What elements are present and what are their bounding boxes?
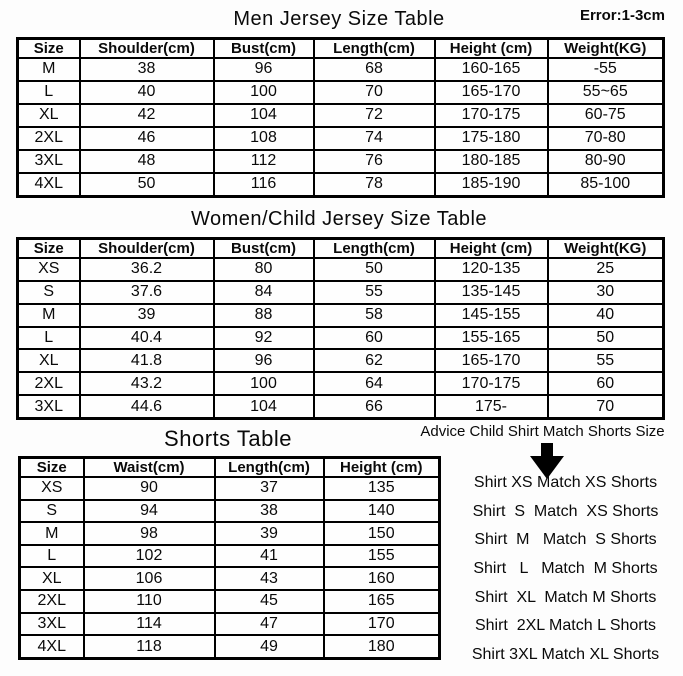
table-cell: 92: [214, 327, 314, 350]
table-cell: 114: [84, 613, 215, 636]
table-cell: 37: [215, 477, 324, 500]
table-cell: 40: [548, 304, 664, 327]
table-cell: 104: [214, 395, 314, 418]
table-row: [18, 281, 664, 304]
column-header: Shoulder(cm): [80, 239, 214, 259]
table-cell: 2XL: [18, 127, 80, 150]
table-row: [20, 500, 440, 523]
match-line: Shirt 3XL Match XL Shorts: [471, 646, 660, 664]
table-row: [18, 173, 664, 197]
table-cell: L: [18, 81, 80, 104]
table-cell: 42: [80, 104, 214, 127]
column-header: Bust(cm): [214, 239, 314, 259]
table-cell: S: [18, 281, 80, 304]
match-line: Shirt M Match S Shorts: [474, 531, 657, 549]
table-cell: 68: [314, 58, 435, 81]
table-cell: 55: [314, 281, 435, 304]
column-header: Length(cm): [215, 458, 324, 478]
table-cell: 66: [314, 395, 435, 418]
column-header: Length(cm): [314, 239, 435, 259]
table-cell: 104: [214, 104, 314, 127]
table-cell: 39: [215, 522, 324, 545]
table-row: [20, 613, 440, 636]
table-cell: 49: [215, 635, 324, 658]
table-cell: XL: [18, 349, 80, 372]
column-header: Height (cm): [324, 458, 440, 478]
table-row: [18, 372, 664, 395]
table-row: [20, 590, 440, 613]
table-cell: 70-80: [548, 127, 664, 150]
table-cell: 140: [324, 500, 440, 523]
table-row: [18, 349, 664, 372]
table-cell: 55: [548, 349, 664, 372]
table-cell: XL: [18, 104, 80, 127]
table-cell: 60: [548, 372, 664, 395]
table-row: [18, 104, 664, 127]
match-advice-list: [448, 469, 683, 670]
table-cell: 2XL: [18, 372, 80, 395]
table-cell: 40.4: [80, 327, 214, 350]
women-child-jersey-size-table: [16, 237, 665, 420]
table-cell: 180-185: [435, 150, 548, 173]
column-header: Weight(KG): [548, 39, 664, 59]
table-cell: 76: [314, 150, 435, 173]
table-cell: 96: [214, 349, 314, 372]
table-cell: 98: [84, 522, 215, 545]
table-cell: 180: [324, 635, 440, 658]
table-cell: 170-175: [435, 372, 548, 395]
table-row: [20, 522, 440, 545]
table-cell: 112: [214, 150, 314, 173]
table-cell: 41.8: [80, 349, 214, 372]
women-table-header-row: [18, 239, 664, 259]
table-cell: 60-75: [548, 104, 664, 127]
table-cell: 165-170: [435, 81, 548, 104]
table-cell: 58: [314, 304, 435, 327]
table-cell: 135-145: [435, 281, 548, 304]
table-cell: 39: [80, 304, 214, 327]
table-cell: 88: [214, 304, 314, 327]
table-row: [20, 545, 440, 568]
table-cell: M: [20, 522, 84, 545]
down-arrow-stem: [541, 443, 553, 456]
table-cell: 102: [84, 545, 215, 568]
table-cell: 135: [324, 477, 440, 500]
table-cell: 44.6: [80, 395, 214, 418]
table-row: [18, 327, 664, 350]
advice-title: Advice Child Shirt Match Shorts Size: [420, 423, 665, 440]
table-cell: 62: [314, 349, 435, 372]
shorts-table-title: Shorts Table: [164, 426, 292, 451]
table-row: [18, 304, 664, 327]
table-cell: 2XL: [20, 590, 84, 613]
table-row: [20, 635, 440, 658]
table-cell: 160: [324, 567, 440, 590]
table-cell: L: [20, 545, 84, 568]
table-cell: 155: [324, 545, 440, 568]
table-cell: 41: [215, 545, 324, 568]
shorts-table-header-row: [20, 458, 440, 478]
table-cell: 155-165: [435, 327, 548, 350]
table-cell: 3XL: [18, 150, 80, 173]
table-cell: 40: [80, 81, 214, 104]
table-cell: 160-165: [435, 58, 548, 81]
table-cell: 3XL: [18, 395, 80, 418]
table-cell: 3XL: [20, 613, 84, 636]
column-header: Size: [20, 458, 84, 478]
table-row: [18, 58, 664, 81]
table-cell: M: [18, 304, 80, 327]
table-cell: 4XL: [20, 635, 84, 658]
table-cell: 150: [324, 522, 440, 545]
table-cell: 120-135: [435, 258, 548, 281]
table-row: [18, 127, 664, 150]
women-table-title: Women/Child Jersey Size Table: [190, 208, 488, 230]
table-cell: 37.6: [80, 281, 214, 304]
error-note: Error:1-3cm: [579, 7, 665, 24]
table-cell: 110: [84, 590, 215, 613]
table-cell: 74: [314, 127, 435, 150]
table-cell: 165-170: [435, 349, 548, 372]
table-cell: 85-100: [548, 173, 664, 197]
table-cell: 106: [84, 567, 215, 590]
table-cell: 72: [314, 104, 435, 127]
table-cell: 170-175: [435, 104, 548, 127]
match-line: Shirt XS Match XS Shorts: [473, 474, 658, 491]
table-cell: 30: [548, 281, 664, 304]
table-cell: 46: [80, 127, 214, 150]
table-cell: 170: [324, 613, 440, 636]
table-cell: 64: [314, 372, 435, 395]
column-header: Height (cm): [435, 239, 548, 259]
table-cell: 78: [314, 173, 435, 197]
table-cell: 4XL: [18, 173, 80, 197]
table-cell: S: [20, 500, 84, 523]
table-cell: 100: [214, 81, 314, 104]
table-cell: 80: [214, 258, 314, 281]
table-cell: 38: [80, 58, 214, 81]
table-cell: 116: [214, 173, 314, 197]
table-cell: 84: [214, 281, 314, 304]
table-cell: L: [18, 327, 80, 350]
table-cell: -55: [548, 58, 664, 81]
table-row: [20, 567, 440, 590]
table-cell: 25: [548, 258, 664, 281]
table-cell: 96: [214, 58, 314, 81]
table-row: [20, 477, 440, 500]
shorts-size-table: [18, 456, 441, 660]
table-cell: 43: [215, 567, 324, 590]
table-cell: 60: [314, 327, 435, 350]
table-cell: 55~65: [548, 81, 664, 104]
table-cell: 165: [324, 590, 440, 613]
column-header: Size: [18, 239, 80, 259]
column-header: Bust(cm): [214, 39, 314, 59]
table-cell: 90: [84, 477, 215, 500]
table-cell: 45: [215, 590, 324, 613]
column-header: Shoulder(cm): [80, 39, 214, 59]
table-cell: 80-90: [548, 150, 664, 173]
match-line: Shirt L Match M Shorts: [473, 560, 658, 578]
table-cell: 50: [548, 327, 664, 350]
table-cell: M: [18, 58, 80, 81]
table-cell: 70: [314, 81, 435, 104]
column-header: Waist(cm): [84, 458, 215, 478]
men-jersey-size-table: [16, 37, 665, 198]
table-cell: 118: [84, 635, 215, 658]
table-cell: 175-: [435, 395, 548, 418]
table-row: [18, 258, 664, 281]
men-table-header-row: [18, 39, 664, 59]
table-cell: 48: [80, 150, 214, 173]
table-cell: 38: [215, 500, 324, 523]
table-cell: 94: [84, 500, 215, 523]
table-cell: 100: [214, 372, 314, 395]
table-cell: 43.2: [80, 372, 214, 395]
table-cell: 50: [80, 173, 214, 197]
match-line: Shirt 2XL Match L Shorts: [474, 617, 657, 635]
men-table-title: Men Jersey Size Table: [233, 8, 445, 30]
table-cell: XS: [18, 258, 80, 281]
table-row: [18, 395, 664, 418]
table-cell: 36.2: [80, 258, 214, 281]
table-row: [18, 150, 664, 173]
table-cell: 145-155: [435, 304, 548, 327]
table-row: [18, 81, 664, 104]
table-cell: XS: [20, 477, 84, 500]
table-cell: 175-180: [435, 127, 548, 150]
table-cell: XL: [20, 567, 84, 590]
table-cell: 70: [548, 395, 664, 418]
match-line: Shirt XL Match M Shorts: [474, 588, 657, 606]
table-cell: 185-190: [435, 173, 548, 197]
column-header: Size: [18, 39, 80, 59]
match-line: Shirt S Match XS Shorts: [472, 502, 659, 520]
column-header: Length(cm): [314, 39, 435, 59]
column-header: Weight(KG): [548, 239, 664, 259]
table-cell: 50: [314, 258, 435, 281]
table-cell: 108: [214, 127, 314, 150]
column-header: Height (cm): [435, 39, 548, 59]
table-cell: 47: [215, 613, 324, 636]
